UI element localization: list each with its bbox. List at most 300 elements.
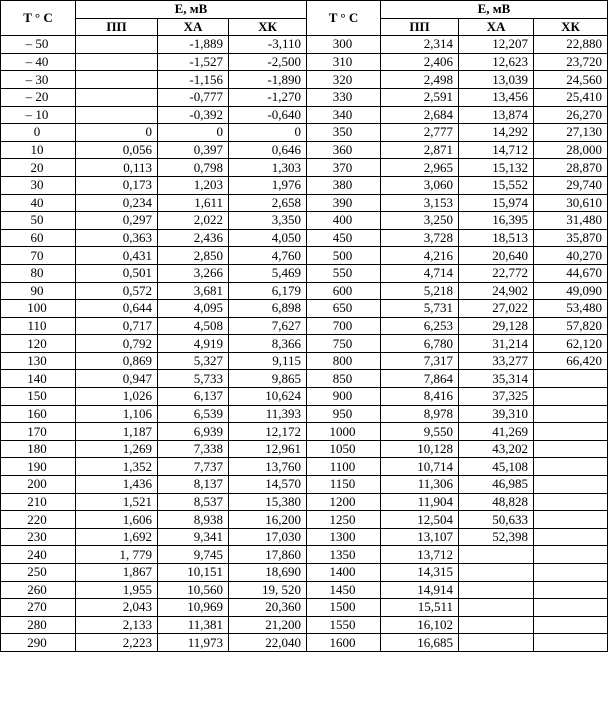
temperature-cell: – 50 xyxy=(1,36,76,54)
pp-value-cell xyxy=(76,53,158,71)
temperature-cell: 550 xyxy=(307,264,381,282)
table-row xyxy=(1,440,608,458)
pp-value-cell: 0,056 xyxy=(76,141,158,159)
emf-header-left: E, мВ xyxy=(76,1,307,19)
hk-value-cell xyxy=(534,476,608,494)
table-row xyxy=(1,36,608,54)
temperature-cell: 200 xyxy=(1,476,76,494)
hk-value-cell xyxy=(534,370,608,388)
pp-value-cell: 2,777 xyxy=(381,124,459,142)
temperature-cell: 80 xyxy=(1,264,76,282)
temperature-cell: 1450 xyxy=(307,581,381,599)
hk-value-cell: 0 xyxy=(229,124,307,142)
pp-value-cell: 0,792 xyxy=(76,335,158,353)
temperature-cell: 130 xyxy=(1,352,76,370)
temperature-cell: 1000 xyxy=(307,423,381,441)
temperature-cell: 160 xyxy=(1,405,76,423)
hk-value-cell: 0,646 xyxy=(229,141,307,159)
temperature-cell: 390 xyxy=(307,194,381,212)
pp-value-cell: 2,043 xyxy=(76,599,158,617)
hk-value-cell: 57,820 xyxy=(534,317,608,335)
pp-value-cell: 4,714 xyxy=(381,264,459,282)
ha-value-cell: 15,974 xyxy=(459,194,534,212)
ha-value-cell: 10,560 xyxy=(158,581,229,599)
pp-value-cell: 0 xyxy=(76,124,158,142)
temperature-cell: 110 xyxy=(1,317,76,335)
hk-value-cell: 1,303 xyxy=(229,159,307,177)
ha-value-cell: -1,156 xyxy=(158,71,229,89)
temperature-cell: 1300 xyxy=(307,528,381,546)
ha-value-cell: -0,392 xyxy=(158,106,229,124)
ha-value-cell: 27,022 xyxy=(459,300,534,318)
ha-value-cell: 9,341 xyxy=(158,528,229,546)
pp-value-cell: 16,102 xyxy=(381,616,459,634)
ha-value-cell: 24,902 xyxy=(459,282,534,300)
table-row xyxy=(1,124,608,142)
hk-value-cell: 21,200 xyxy=(229,616,307,634)
table-row xyxy=(1,194,608,212)
hk-value-cell xyxy=(534,511,608,529)
ha-header-left: ХА xyxy=(158,18,229,36)
temperature-cell: 10 xyxy=(1,141,76,159)
table-row xyxy=(1,159,608,177)
hk-value-cell: 8,366 xyxy=(229,335,307,353)
hk-value-cell: -1,890 xyxy=(229,71,307,89)
temperature-cell: 360 xyxy=(307,141,381,159)
ha-value-cell xyxy=(459,634,534,652)
temperature-cell: 120 xyxy=(1,335,76,353)
pp-value-cell: 7,317 xyxy=(381,352,459,370)
ha-value-cell: 22,772 xyxy=(459,264,534,282)
pp-value-cell xyxy=(76,106,158,124)
temperature-cell: 1600 xyxy=(307,634,381,652)
hk-value-cell: 40,270 xyxy=(534,247,608,265)
ha-value-cell: 8,137 xyxy=(158,476,229,494)
table-row xyxy=(1,229,608,247)
pp-value-cell: 2,133 xyxy=(76,616,158,634)
pp-value-cell: 11,306 xyxy=(381,476,459,494)
hk-value-cell xyxy=(534,546,608,564)
ha-value-cell: 50,633 xyxy=(459,511,534,529)
pp-value-cell: 2,498 xyxy=(381,71,459,89)
hk-value-cell: 7,627 xyxy=(229,317,307,335)
temperature-cell: 380 xyxy=(307,176,381,194)
temperature-cell: 650 xyxy=(307,300,381,318)
table-body xyxy=(1,36,608,652)
ha-value-cell: 5,733 xyxy=(158,370,229,388)
pp-value-cell: 5,218 xyxy=(381,282,459,300)
hk-value-cell: 13,760 xyxy=(229,458,307,476)
pp-value-cell: 3,060 xyxy=(381,176,459,194)
pp-value-cell: 3,728 xyxy=(381,229,459,247)
ha-value-cell: 11,381 xyxy=(158,616,229,634)
temperature-cell: 370 xyxy=(307,159,381,177)
hk-value-cell: 4,050 xyxy=(229,229,307,247)
table-row xyxy=(1,71,608,89)
table-row xyxy=(1,176,608,194)
hk-value-cell: 26,270 xyxy=(534,106,608,124)
temperature-cell: 150 xyxy=(1,388,76,406)
temperature-cell: 250 xyxy=(1,564,76,582)
hk-value-cell: 14,570 xyxy=(229,476,307,494)
ha-value-cell xyxy=(459,564,534,582)
table-row xyxy=(1,141,608,159)
table-row xyxy=(1,335,608,353)
table-row xyxy=(1,352,608,370)
hk-value-cell: 10,624 xyxy=(229,388,307,406)
temperature-cell: – 40 xyxy=(1,53,76,71)
temperature-cell: 70 xyxy=(1,247,76,265)
temperature-cell: 180 xyxy=(1,440,76,458)
table-row xyxy=(1,300,608,318)
table-row xyxy=(1,264,608,282)
temperature-cell: 260 xyxy=(1,581,76,599)
temperature-cell: 400 xyxy=(307,212,381,230)
pp-value-cell: 0,113 xyxy=(76,159,158,177)
pp-value-cell: 2,314 xyxy=(381,36,459,54)
ha-value-cell: 6,539 xyxy=(158,405,229,423)
temperature-cell: 330 xyxy=(307,88,381,106)
ha-value-cell: 52,398 xyxy=(459,528,534,546)
pp-value-cell xyxy=(76,88,158,106)
temperature-cell: 1550 xyxy=(307,616,381,634)
pp-value-cell: 14,914 xyxy=(381,581,459,599)
temperature-cell: 20 xyxy=(1,159,76,177)
ha-value-cell: 8,938 xyxy=(158,511,229,529)
hk-value-cell: 27,130 xyxy=(534,124,608,142)
pp-value-cell: 6,780 xyxy=(381,335,459,353)
table-row xyxy=(1,88,608,106)
pp-value-cell: 5,731 xyxy=(381,300,459,318)
temperature-header-left: T ° C xyxy=(1,1,76,36)
pp-value-cell: 0,234 xyxy=(76,194,158,212)
ha-value-cell: 33,277 xyxy=(459,352,534,370)
pp-value-cell: 13,107 xyxy=(381,528,459,546)
hk-value-cell xyxy=(534,564,608,582)
hk-value-cell: -3,110 xyxy=(229,36,307,54)
temperature-cell: 60 xyxy=(1,229,76,247)
temperature-cell: 900 xyxy=(307,388,381,406)
temperature-cell: 1050 xyxy=(307,440,381,458)
table-row xyxy=(1,370,608,388)
pp-value-cell: 1,955 xyxy=(76,581,158,599)
pp-value-cell: 10,714 xyxy=(381,458,459,476)
pp-value-cell: 2,871 xyxy=(381,141,459,159)
temperature-header-right: T ° C xyxy=(307,1,381,36)
table-row xyxy=(1,528,608,546)
table-row xyxy=(1,282,608,300)
temperature-cell: 310 xyxy=(307,53,381,71)
ha-value-cell: 2,022 xyxy=(158,212,229,230)
pp-value-cell: 12,504 xyxy=(381,511,459,529)
temperature-cell: 340 xyxy=(307,106,381,124)
ha-value-cell: 8,537 xyxy=(158,493,229,511)
ha-value-cell: 13,874 xyxy=(459,106,534,124)
pp-value-cell xyxy=(76,36,158,54)
ha-value-cell xyxy=(459,616,534,634)
ha-value-cell: 4,095 xyxy=(158,300,229,318)
hk-value-cell: 6,179 xyxy=(229,282,307,300)
hk-value-cell xyxy=(534,440,608,458)
ha-value-cell: 13,456 xyxy=(459,88,534,106)
pp-header-right: ПП xyxy=(381,18,459,36)
hk-header-left: ХК xyxy=(229,18,307,36)
temperature-cell: 800 xyxy=(307,352,381,370)
pp-value-cell: 0,644 xyxy=(76,300,158,318)
temperature-cell: 1250 xyxy=(307,511,381,529)
pp-value-cell: 1,867 xyxy=(76,564,158,582)
hk-value-cell: 20,360 xyxy=(229,599,307,617)
temperature-cell: 1200 xyxy=(307,493,381,511)
pp-value-cell: 6,253 xyxy=(381,317,459,335)
ha-value-cell: 1,611 xyxy=(158,194,229,212)
temperature-cell: 170 xyxy=(1,423,76,441)
pp-value-cell: 0,572 xyxy=(76,282,158,300)
hk-value-cell: 4,760 xyxy=(229,247,307,265)
pp-value-cell: 8,416 xyxy=(381,388,459,406)
pp-value-cell: 2,591 xyxy=(381,88,459,106)
hk-value-cell: 1,976 xyxy=(229,176,307,194)
pp-value-cell: 13,712 xyxy=(381,546,459,564)
temperature-cell: 750 xyxy=(307,335,381,353)
ha-value-cell: 7,338 xyxy=(158,440,229,458)
pp-value-cell: 2,684 xyxy=(381,106,459,124)
temperature-cell: 1150 xyxy=(307,476,381,494)
table-row xyxy=(1,493,608,511)
pp-value-cell: 2,223 xyxy=(76,634,158,652)
pp-value-cell: 2,406 xyxy=(381,53,459,71)
ha-value-cell: 0,397 xyxy=(158,141,229,159)
temperature-cell: 0 xyxy=(1,124,76,142)
ha-value-cell: 46,985 xyxy=(459,476,534,494)
hk-value-cell xyxy=(534,493,608,511)
hk-value-cell xyxy=(534,599,608,617)
temperature-cell: 280 xyxy=(1,616,76,634)
table-row xyxy=(1,247,608,265)
pp-value-cell: 1,352 xyxy=(76,458,158,476)
hk-value-cell: 30,610 xyxy=(534,194,608,212)
hk-value-cell: 49,090 xyxy=(534,282,608,300)
ha-value-cell: 31,214 xyxy=(459,335,534,353)
hk-value-cell: 12,961 xyxy=(229,440,307,458)
hk-value-cell: 17,030 xyxy=(229,528,307,546)
table-row xyxy=(1,581,608,599)
hk-value-cell xyxy=(534,458,608,476)
hk-value-cell: -2,500 xyxy=(229,53,307,71)
table-row xyxy=(1,616,608,634)
ha-value-cell: 1,203 xyxy=(158,176,229,194)
temperature-cell: 230 xyxy=(1,528,76,546)
hk-value-cell: 15,380 xyxy=(229,493,307,511)
ha-value-cell: 5,327 xyxy=(158,352,229,370)
temperature-cell: 190 xyxy=(1,458,76,476)
ha-value-cell: 6,939 xyxy=(158,423,229,441)
temperature-cell: 500 xyxy=(307,247,381,265)
pp-value-cell: 0,431 xyxy=(76,247,158,265)
table-header xyxy=(1,1,608,36)
temperature-cell: 40 xyxy=(1,194,76,212)
pp-value-cell: 1,026 xyxy=(76,388,158,406)
pp-value-cell: 1,106 xyxy=(76,405,158,423)
pp-value-cell: 1,692 xyxy=(76,528,158,546)
hk-value-cell: 23,720 xyxy=(534,53,608,71)
hk-value-cell: 9,115 xyxy=(229,352,307,370)
temperature-cell: 300 xyxy=(307,36,381,54)
temperature-cell: 1400 xyxy=(307,564,381,582)
temperature-cell: 240 xyxy=(1,546,76,564)
hk-value-cell xyxy=(534,388,608,406)
hk-value-cell: 19, 520 xyxy=(229,581,307,599)
emf-header-right: E, мВ xyxy=(381,1,608,19)
pp-value-cell: 3,250 xyxy=(381,212,459,230)
pp-value-cell: 3,153 xyxy=(381,194,459,212)
hk-value-cell: 2,658 xyxy=(229,194,307,212)
pp-value-cell: 1,606 xyxy=(76,511,158,529)
temperature-cell: – 10 xyxy=(1,106,76,124)
hk-value-cell: 6,898 xyxy=(229,300,307,318)
hk-value-cell: -1,270 xyxy=(229,88,307,106)
temperature-cell: 350 xyxy=(307,124,381,142)
table-row xyxy=(1,546,608,564)
temperature-cell: 450 xyxy=(307,229,381,247)
pp-value-cell: 0,717 xyxy=(76,317,158,335)
ha-value-cell: 3,681 xyxy=(158,282,229,300)
ha-value-cell: 2,850 xyxy=(158,247,229,265)
hk-value-cell: 9,865 xyxy=(229,370,307,388)
temperature-cell: 1100 xyxy=(307,458,381,476)
ha-value-cell: 7,737 xyxy=(158,458,229,476)
pp-value-cell: 0,363 xyxy=(76,229,158,247)
pp-value-cell: 0,947 xyxy=(76,370,158,388)
pp-value-cell: 1,521 xyxy=(76,493,158,511)
ha-value-cell: 6,137 xyxy=(158,388,229,406)
ha-value-cell: 4,919 xyxy=(158,335,229,353)
hk-header-right: ХК xyxy=(534,18,608,36)
ha-value-cell: 37,325 xyxy=(459,388,534,406)
temperature-cell: 950 xyxy=(307,405,381,423)
ha-value-cell: 20,640 xyxy=(459,247,534,265)
table-row xyxy=(1,388,608,406)
hk-value-cell: 28,870 xyxy=(534,159,608,177)
hk-value-cell: 66,420 xyxy=(534,352,608,370)
hk-value-cell: 24,560 xyxy=(534,71,608,89)
ha-value-cell: 2,436 xyxy=(158,229,229,247)
ha-value-cell: 39,310 xyxy=(459,405,534,423)
hk-value-cell: 25,410 xyxy=(534,88,608,106)
table-row xyxy=(1,317,608,335)
hk-value-cell: -0,640 xyxy=(229,106,307,124)
temperature-cell: – 20 xyxy=(1,88,76,106)
pp-value-cell: 10,128 xyxy=(381,440,459,458)
table-row xyxy=(1,106,608,124)
table-row xyxy=(1,511,608,529)
temperature-cell: 30 xyxy=(1,176,76,194)
hk-value-cell xyxy=(534,423,608,441)
temperature-cell: 100 xyxy=(1,300,76,318)
ha-value-cell: 43,202 xyxy=(459,440,534,458)
pp-value-cell: 4,216 xyxy=(381,247,459,265)
hk-value-cell: 22,040 xyxy=(229,634,307,652)
hk-value-cell: 17,860 xyxy=(229,546,307,564)
temperature-cell: 600 xyxy=(307,282,381,300)
ha-value-cell: 16,395 xyxy=(459,212,534,230)
hk-value-cell: 29,740 xyxy=(534,176,608,194)
pp-value-cell: 0,501 xyxy=(76,264,158,282)
pp-value-cell: 14,315 xyxy=(381,564,459,582)
hk-value-cell xyxy=(534,528,608,546)
ha-value-cell: 14,712 xyxy=(459,141,534,159)
table-row xyxy=(1,599,608,617)
hk-value-cell: 12,172 xyxy=(229,423,307,441)
hk-value-cell xyxy=(534,616,608,634)
hk-value-cell: 22,880 xyxy=(534,36,608,54)
temperature-cell: 90 xyxy=(1,282,76,300)
table-row xyxy=(1,634,608,652)
table-row xyxy=(1,564,608,582)
temperature-cell: 700 xyxy=(307,317,381,335)
ha-value-cell: 10,151 xyxy=(158,564,229,582)
temperature-cell: 1500 xyxy=(307,599,381,617)
pp-value-cell: 8,978 xyxy=(381,405,459,423)
ha-value-cell: 12,207 xyxy=(459,36,534,54)
hk-value-cell xyxy=(534,634,608,652)
temperature-cell: 140 xyxy=(1,370,76,388)
pp-value-cell: 2,965 xyxy=(381,159,459,177)
ha-value-cell: 14,292 xyxy=(459,124,534,142)
pp-value-cell: 9,550 xyxy=(381,423,459,441)
pp-value-cell: 15,511 xyxy=(381,599,459,617)
hk-value-cell xyxy=(534,405,608,423)
temperature-cell: 850 xyxy=(307,370,381,388)
ha-value-cell: 4,508 xyxy=(158,317,229,335)
ha-value-cell: 45,108 xyxy=(459,458,534,476)
pp-value-cell: 11,904 xyxy=(381,493,459,511)
ha-value-cell xyxy=(459,599,534,617)
temperature-cell: 1350 xyxy=(307,546,381,564)
ha-value-cell: -0,777 xyxy=(158,88,229,106)
hk-value-cell: 28,000 xyxy=(534,141,608,159)
ha-value-cell xyxy=(459,546,534,564)
ha-value-cell: 15,552 xyxy=(459,176,534,194)
hk-value-cell: 31,480 xyxy=(534,212,608,230)
pp-value-cell: 7,864 xyxy=(381,370,459,388)
ha-header-right: ХА xyxy=(459,18,534,36)
pp-value-cell: 0,869 xyxy=(76,352,158,370)
pp-value-cell: 1,269 xyxy=(76,440,158,458)
table-row xyxy=(1,53,608,71)
ha-value-cell: 12,623 xyxy=(459,53,534,71)
table-row xyxy=(1,476,608,494)
ha-value-cell: 15,132 xyxy=(459,159,534,177)
pp-value-cell xyxy=(76,71,158,89)
table-row xyxy=(1,458,608,476)
hk-value-cell: 62,120 xyxy=(534,335,608,353)
hk-value-cell: 16,200 xyxy=(229,511,307,529)
table-row xyxy=(1,405,608,423)
temperature-cell: 290 xyxy=(1,634,76,652)
ha-value-cell: -1,889 xyxy=(158,36,229,54)
temperature-cell: 210 xyxy=(1,493,76,511)
hk-value-cell: 3,350 xyxy=(229,212,307,230)
ha-value-cell: 0,798 xyxy=(158,159,229,177)
ha-value-cell: 41,269 xyxy=(459,423,534,441)
pp-header-left: ПП xyxy=(76,18,158,36)
ha-value-cell xyxy=(459,581,534,599)
ha-value-cell: 35,314 xyxy=(459,370,534,388)
temperature-cell: 270 xyxy=(1,599,76,617)
ha-value-cell: 48,828 xyxy=(459,493,534,511)
hk-value-cell: 5,469 xyxy=(229,264,307,282)
